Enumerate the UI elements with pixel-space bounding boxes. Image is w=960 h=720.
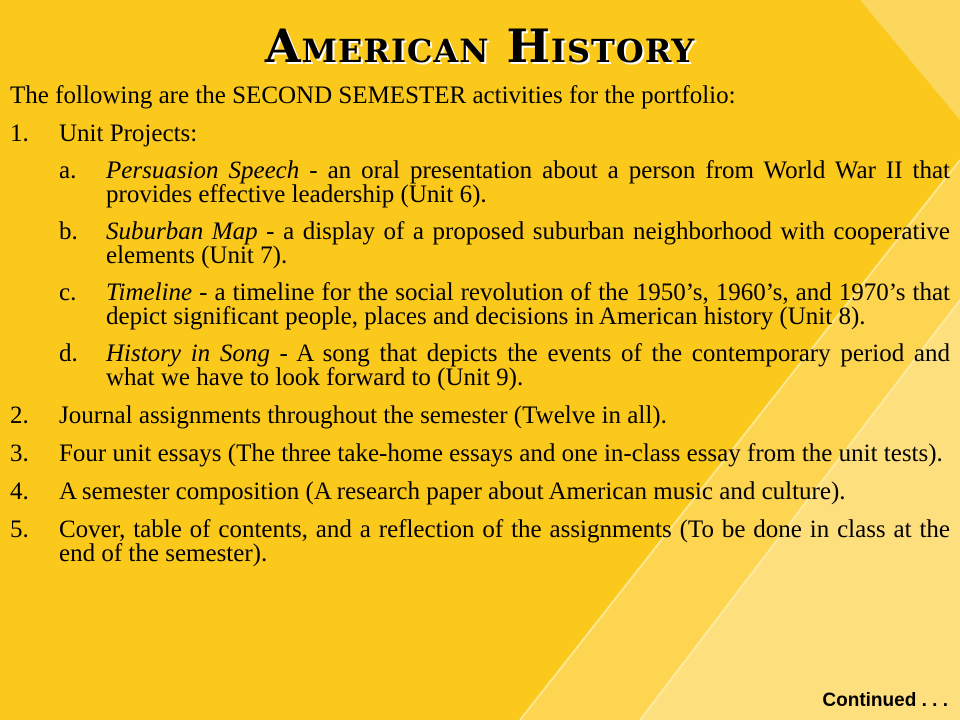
slide-title: American History	[264, 19, 696, 73]
item-text: Journal assignments throughout the semester (Twelve in all).	[59, 402, 667, 429]
list-item-2	[10, 404, 950, 428]
project-name: Persuasion Speech	[106, 157, 300, 184]
sub-item-d	[59, 342, 950, 390]
sub-item-text	[106, 220, 950, 268]
item-content	[59, 122, 950, 390]
sub-item-letter: c.	[59, 279, 77, 306]
continued-label: Continued . . .	[822, 690, 948, 711]
item-number: 1.	[10, 120, 29, 147]
list-item-3	[10, 442, 950, 466]
sub-item-a	[59, 159, 950, 207]
intro-text: The following are the SECOND SEMESTER activities for the portfolio:	[10, 82, 736, 109]
list-item-4	[10, 480, 950, 504]
project-description: - an oral presentation about a person from World War II that provides effective leadership (Unit 6).	[106, 157, 950, 208]
project-description: - A song that depicts the events of the contemporary period and what we have to look forward to (Unit 9).	[106, 340, 950, 391]
item-number: 2.	[10, 402, 29, 429]
project-name: History in Song	[106, 340, 270, 367]
item-text: Unit Projects:	[59, 120, 198, 147]
sub-item-letter: a.	[59, 157, 77, 184]
sub-item-letter: b.	[59, 218, 78, 245]
slide-body	[10, 84, 950, 580]
project-description: - a timeline for the social revolution of the 1950’s, 1960’s, and 1970’s that depict significant people, places and decisions in American history (Unit 8).	[106, 279, 950, 330]
list-item-5	[10, 518, 950, 566]
item-number: 4.	[10, 478, 29, 505]
project-description: - a display of a proposed suburban neighborhood with cooperative elements (Unit 7).	[106, 218, 950, 269]
item-number: 3.	[10, 440, 29, 467]
item-number: 5.	[10, 516, 29, 543]
item-text: Four unit essays (The three take-home essays and one in-class essay from the unit tests).	[59, 440, 943, 467]
sub-item-b	[59, 220, 950, 268]
project-name: Timeline	[106, 279, 193, 306]
item-text: A semester composition (A research paper about American music and culture).	[59, 478, 846, 505]
item-text: Cover, table of contents, and a reflection of the assignments (To be done in class at the end of the semester).	[59, 516, 950, 567]
list-item-1	[10, 122, 950, 390]
sub-item-c	[59, 281, 950, 329]
sub-item-text	[106, 342, 950, 390]
sub-item-text	[106, 159, 950, 207]
sub-item-text	[106, 281, 950, 329]
project-name: Suburban Map	[106, 218, 258, 245]
sub-item-letter: d.	[59, 340, 78, 367]
